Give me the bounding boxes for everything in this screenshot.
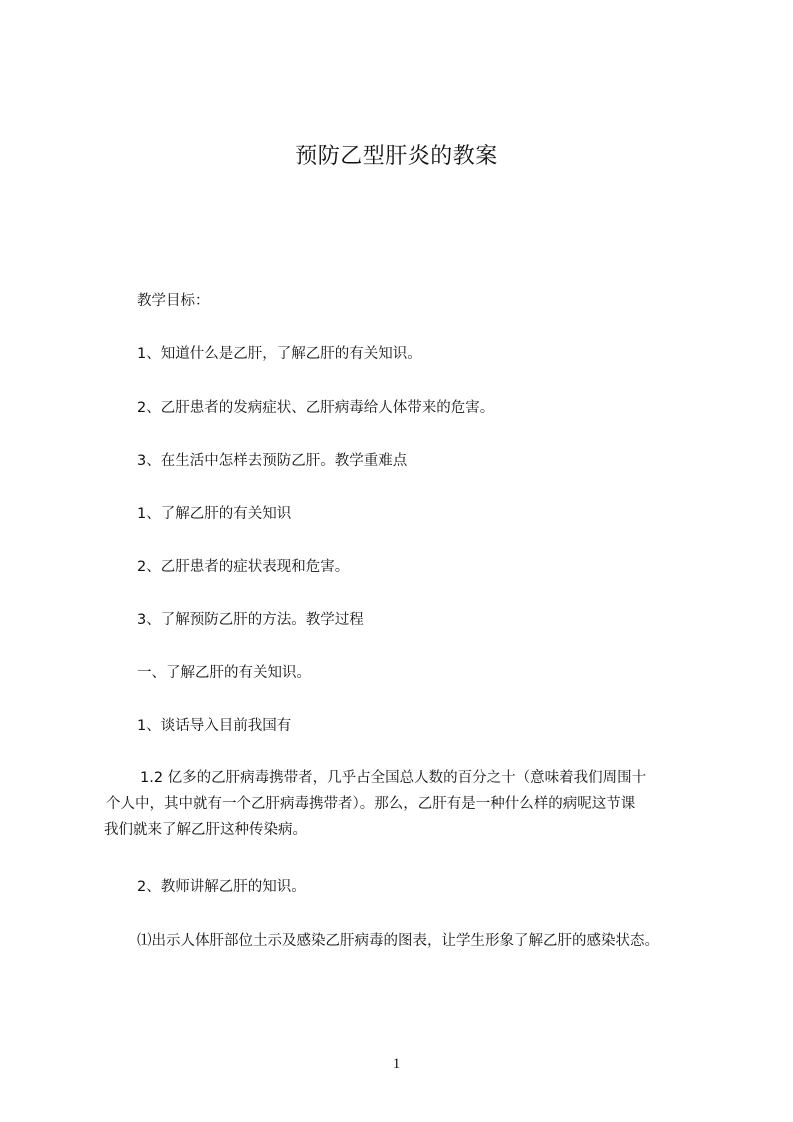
document-title: 预防乙型肝炎的教案 bbox=[295, 144, 498, 169]
objective-1: 1、知道什么是乙肝，了解乙肝的有关知识。 bbox=[137, 346, 422, 362]
objective-2: 2、乙肝患者的发病症状、乙肝病毒给人体带来的危害。 bbox=[137, 400, 495, 416]
statistic-paragraph bbox=[104, 765, 646, 843]
objectives-heading: 教学目标： bbox=[137, 293, 210, 309]
key-point-3: 3、了解预防乙肝的方法。教学过程 bbox=[137, 612, 364, 628]
paragraph-line: 个人中，其中就有一个乙肝病毒携带者）。那么，乙肝有是一种什么样的病呢这节课 bbox=[106, 796, 636, 812]
step-2-1: ⑴出示人体肝部位土示及感染乙肝病毒的图表，让学生形象了解乙肝的感染状态。 bbox=[137, 933, 659, 949]
page-number: 1 bbox=[392, 1056, 401, 1072]
paragraph-line: 我们就来了解乙肝这种传染病。 bbox=[104, 822, 307, 838]
key-point-1: 1、了解乙肝的有关知识 bbox=[137, 506, 292, 522]
step-2: 2、教师讲解乙肝的知识。 bbox=[137, 879, 306, 895]
paragraph-line: 1.2 亿多的乙肝病毒携带者，几乎占全国总人数的百分之十（意味着我们周围十 bbox=[140, 770, 647, 786]
objective-3: 3、在生活中怎样去预防乙肝。教学重难点 bbox=[137, 453, 408, 469]
key-point-2: 2、乙肝患者的症状表现和危害。 bbox=[137, 559, 350, 575]
step-1: 1、谈话导入目前我国有 bbox=[137, 718, 292, 734]
section-heading-1: 一、了解乙肝的有关知识。 bbox=[137, 665, 311, 681]
